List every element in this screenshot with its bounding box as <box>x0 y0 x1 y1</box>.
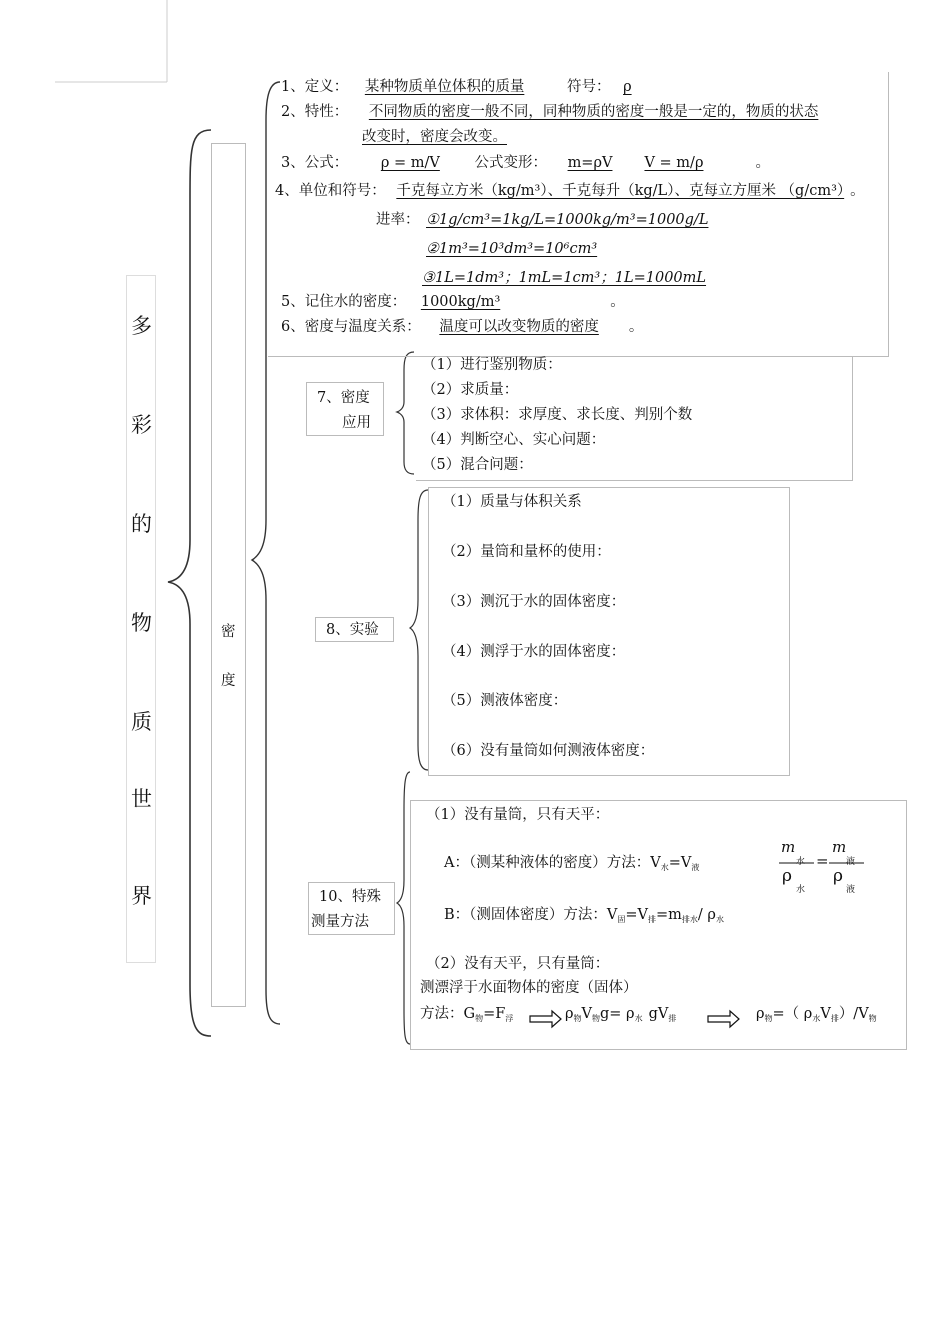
label: 5、记住水的密度： <box>281 294 407 310</box>
item-definition <box>281 78 658 96</box>
label: 6、密度与温度关系： <box>281 319 421 335</box>
subscript: 排 <box>648 915 657 924</box>
subscript: 物 <box>573 1014 582 1023</box>
item-formula <box>281 154 770 172</box>
rho: ρ <box>565 1006 574 1022</box>
unit-end: 。 <box>850 183 865 199</box>
title-char: 的 <box>131 512 152 536</box>
list-item: （2）求质量： <box>422 382 519 398</box>
list-item: （5）混合问题： <box>422 457 533 473</box>
list-item: （2）量筒和量杯的使用： <box>442 544 611 560</box>
special-part-2: （2）没有天平，只有量筒： <box>426 956 610 972</box>
property-line1: 不同物质的密度一般不同，同种物质的密度一般是一定的，物质的状态 <box>368 104 819 120</box>
fraction-m: m <box>832 838 847 856</box>
method-b-text: B：（测固体密度）方法：V <box>444 907 618 923</box>
method-b <box>444 906 724 929</box>
method-a-text: A：（测某种液体的密度）方法：V <box>444 855 661 871</box>
list-item: （4）判断空心、实心问题： <box>422 432 606 448</box>
temperature-value: 温度可以改变物质的密度 <box>439 319 599 335</box>
special-label: 测量方法 <box>311 914 369 930</box>
rho: ρ <box>756 1006 765 1022</box>
subscript: 排水 <box>681 915 698 924</box>
special-part-1: （1）没有量筒，只有天平： <box>426 807 610 823</box>
float-title: 测漂浮于水面物体的密度（固体） <box>420 980 638 996</box>
title-char: 物 <box>131 611 152 635</box>
property-line2: 改变时，密度会改变。 <box>362 129 507 145</box>
label: 2、特性： <box>281 104 349 120</box>
title-char: 界 <box>131 884 152 908</box>
definition-value: 某种物质单位体积的质量 <box>364 79 525 95</box>
label: 1、定义： <box>281 79 349 95</box>
fraction-rho: ρ <box>833 866 843 886</box>
subscript: 物 <box>868 1014 877 1023</box>
subscript: 水 <box>715 915 724 924</box>
fraction-rho: ρ <box>782 866 792 886</box>
item-unit <box>275 182 865 200</box>
density-label-box <box>211 143 246 1007</box>
fraction-sub: 液 <box>846 885 856 895</box>
application-label: 应用 <box>342 415 371 431</box>
fraction-sub: 水 <box>796 857 806 867</box>
item-temperature <box>281 318 643 336</box>
formula-variant-1: m=ρV <box>567 155 613 171</box>
subscript: 排 <box>668 1014 677 1023</box>
conversion-label: 进率： <box>376 212 420 228</box>
fraction-m: m <box>781 838 796 856</box>
float-method-result <box>756 1005 877 1028</box>
gV: gV <box>648 1006 669 1022</box>
symbol-value: ρ <box>623 79 632 95</box>
list-item: （3）求体积：求厚度、求长度、判别个数 <box>422 407 693 423</box>
method-eq: =F <box>483 1006 506 1022</box>
method-b-eq1: =V <box>625 907 649 923</box>
density-char: 度 <box>221 673 236 689</box>
conversion-rate-3: ③1L=1dm³；1mL=1cm³；1L=1000mL <box>422 270 707 286</box>
label: 3、公式： <box>281 155 349 171</box>
density-char: 密 <box>221 624 236 640</box>
fraction-sub: 水 <box>796 885 806 895</box>
subscript: 水 <box>634 1014 643 1023</box>
title-char: 世 <box>131 787 152 811</box>
subscript: 水 <box>812 1014 821 1023</box>
method-b-eq2: =m <box>656 907 682 923</box>
subscript: 物 <box>764 1014 773 1023</box>
subscript: 物 <box>592 1014 601 1023</box>
experiment-label: 8、实验 <box>326 622 379 638</box>
label: 4、单位和符号： <box>275 183 386 199</box>
temperature-end: 。 <box>628 319 644 335</box>
result-3: ）/V <box>838 1006 869 1022</box>
title-char: 彩 <box>131 413 152 437</box>
conversion-rate-2: ②1m³=10³dm³=10⁶cm³ <box>426 241 598 257</box>
list-item: （3）测沉于水的固体密度： <box>442 594 626 610</box>
water-end: 。 <box>610 294 625 310</box>
label: 符号： <box>566 79 611 95</box>
subscript: 物 <box>475 1014 484 1023</box>
fraction-eq: = <box>816 852 829 870</box>
method-a <box>444 854 699 877</box>
list-item: （6）没有量筒如何测液体密度： <box>442 743 655 759</box>
label: 公式变形： <box>474 155 547 171</box>
special-label: 10、特殊 <box>319 889 381 905</box>
subscript: 排 <box>830 1014 839 1023</box>
formula-variant-2: V = m/ρ <box>644 155 704 171</box>
list-item: （1）进行鉴别物质： <box>422 357 562 373</box>
item-water-density <box>281 293 625 311</box>
method-a-eq: =V <box>668 855 692 871</box>
list-item: （5）测液体密度： <box>442 693 568 709</box>
list-item: （4）测浮于水的固体密度： <box>442 644 626 660</box>
subscript: 液 <box>691 863 700 872</box>
result-2: V <box>820 1006 831 1022</box>
subscript: 固 <box>617 915 626 924</box>
application-label: 7、密度 <box>317 390 370 406</box>
result-1: =（ ρ <box>772 1006 813 1022</box>
subscript: 水 <box>660 863 669 872</box>
subscript: 浮 <box>505 1014 514 1023</box>
method-label: 方法：G <box>420 1006 476 1022</box>
V: V <box>581 1006 593 1022</box>
water-density-value: 1000kg/m³ <box>420 294 501 310</box>
formula-end: 。 <box>755 155 770 171</box>
item-property <box>281 103 818 121</box>
unit-value: 千克每立方米（kg/m³）、千克每升（kg/L）、克每立方厘米 （g/cm³） <box>396 183 845 199</box>
title-char: 质 <box>131 710 152 734</box>
formula-value: ρ = m/V <box>380 155 440 171</box>
float-method <box>420 1005 513 1028</box>
conversion-rate-1: ①1g/cm³=1kg/L=1000kg/m³=1000g/L <box>426 212 709 228</box>
title-char: 多 <box>131 314 152 338</box>
float-method-step2 <box>565 1005 676 1028</box>
fraction-sub: 液 <box>846 857 856 867</box>
list-item: （1）质量与体积关系 <box>442 494 582 510</box>
g-eq: g= ρ <box>600 1006 635 1022</box>
experiment-box <box>428 487 790 776</box>
method-b-div: / ρ <box>697 907 716 923</box>
